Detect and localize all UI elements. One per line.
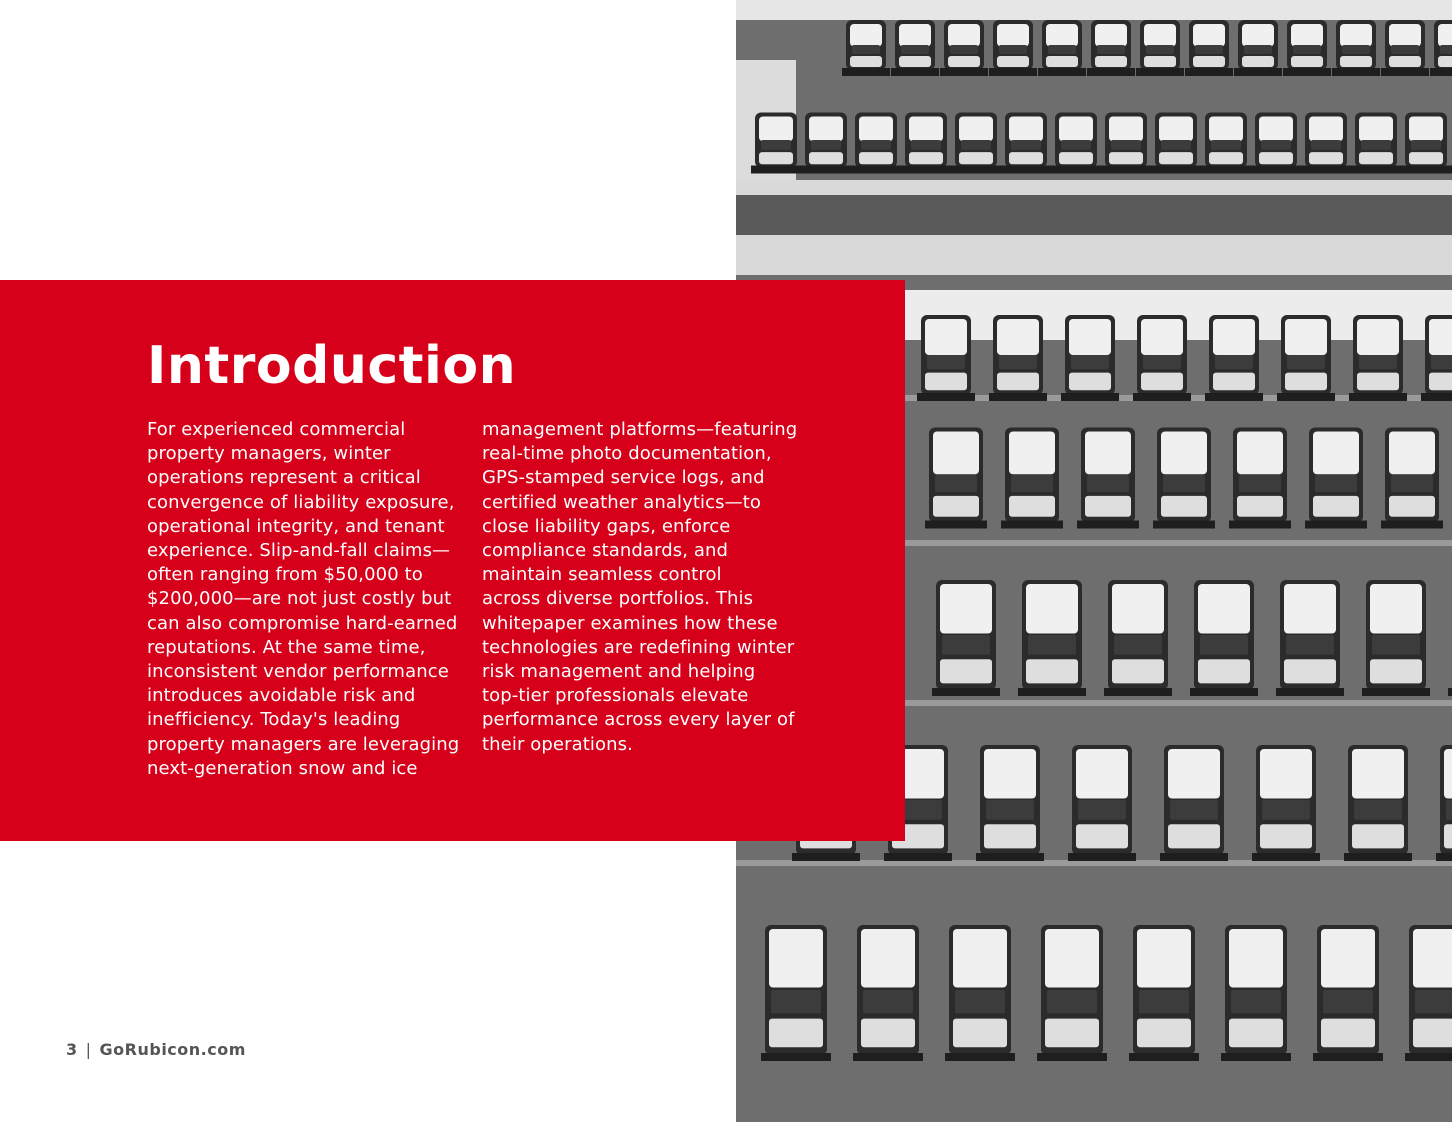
body-line: close liability gaps, enforce bbox=[482, 515, 731, 537]
truck-shape bbox=[801, 113, 851, 174]
truck-shape bbox=[1190, 580, 1258, 696]
truck-shape bbox=[989, 20, 1037, 76]
footer-separator: | bbox=[85, 1040, 92, 1059]
body-line: GPS-stamped service logs, and bbox=[482, 467, 765, 489]
truck-shape bbox=[1001, 428, 1063, 529]
body-line: whitepaper examines how these bbox=[482, 612, 778, 634]
truck-shape bbox=[1018, 580, 1086, 696]
truck-shape bbox=[1160, 745, 1228, 861]
truck-shape bbox=[851, 113, 901, 174]
truck-shape bbox=[976, 745, 1044, 861]
truck-shape bbox=[1185, 20, 1233, 76]
body-line: convergence of liability exposure, bbox=[147, 491, 455, 513]
truck-shape bbox=[1136, 20, 1184, 76]
truck-shape bbox=[1277, 315, 1335, 401]
truck-shape bbox=[1077, 428, 1139, 529]
body-line: real-time photo documentation, bbox=[482, 443, 772, 465]
truck-shape bbox=[1283, 20, 1331, 76]
truck-shape bbox=[925, 428, 987, 529]
truck-shape bbox=[1381, 428, 1443, 529]
truck-shape bbox=[1229, 428, 1291, 529]
truck-shape bbox=[1349, 315, 1407, 401]
body-line: risk management and helping bbox=[482, 661, 756, 683]
body-line: performance across every layer of bbox=[482, 709, 795, 731]
body-line: often ranging from $50,000 to bbox=[147, 564, 423, 586]
truck-shape bbox=[1401, 113, 1451, 174]
truck-shape bbox=[1061, 315, 1119, 401]
body-line: top-tier professionals elevate bbox=[482, 685, 749, 707]
truck-shape bbox=[901, 113, 951, 174]
truck-shape bbox=[842, 20, 890, 76]
intro-column-1 bbox=[147, 418, 467, 781]
body-line: certified weather analytics—to bbox=[482, 491, 762, 513]
body-line: compliance standards, and bbox=[482, 540, 729, 562]
truck-shape bbox=[1129, 925, 1199, 1061]
body-line: $200,000—are not just costly but bbox=[147, 588, 452, 610]
page-title: Introduction bbox=[147, 336, 517, 396]
truck-shape bbox=[1133, 315, 1191, 401]
truck-shape bbox=[1351, 113, 1401, 174]
truck-shape bbox=[940, 20, 988, 76]
page-footer bbox=[66, 1040, 246, 1059]
body-line: next-generation snow and ice bbox=[147, 757, 418, 779]
truck-shape bbox=[1234, 20, 1282, 76]
body-line: technologies are redefining winter bbox=[482, 636, 795, 658]
truck-shape bbox=[1313, 925, 1383, 1061]
body-line: property managers are leveraging bbox=[147, 733, 460, 755]
truck-shape bbox=[1405, 925, 1452, 1061]
body-line: can also compromise hard-earned bbox=[147, 612, 458, 634]
truck-shape bbox=[1201, 113, 1251, 174]
body-line: reputations. At the same time, bbox=[147, 636, 426, 658]
truck-shape bbox=[891, 20, 939, 76]
truck-shape bbox=[1221, 925, 1291, 1061]
truck-shape bbox=[1051, 113, 1101, 174]
body-line: For experienced commercial bbox=[147, 419, 406, 440]
truck-shape bbox=[1381, 20, 1429, 76]
truck-shape bbox=[1104, 580, 1172, 696]
body-line: operations represent a critical bbox=[147, 467, 421, 489]
truck-shape bbox=[1038, 20, 1086, 76]
body-line: experience. Slip-and-fall claims— bbox=[147, 540, 451, 562]
body-line: management platforms—featuring bbox=[482, 419, 798, 440]
body-line: maintain seamless control bbox=[482, 564, 722, 586]
body-line: operational integrity, and tenant bbox=[147, 515, 445, 537]
site-link[interactable]: GoRubicon.com bbox=[99, 1040, 246, 1059]
page-number: 3 bbox=[66, 1040, 78, 1059]
truck-shape bbox=[853, 925, 923, 1061]
truck-shape bbox=[1332, 20, 1380, 76]
truck-shape bbox=[1153, 428, 1215, 529]
truck-shape bbox=[1101, 113, 1151, 174]
truck-shape bbox=[751, 113, 801, 174]
body-line: across diverse portfolios. This bbox=[482, 588, 754, 610]
body-line: property managers, winter bbox=[147, 443, 391, 465]
truck-shape bbox=[1344, 745, 1412, 861]
body-line: inconsistent vendor performance bbox=[147, 661, 449, 683]
truck-shape bbox=[951, 113, 1001, 174]
truck-shape bbox=[1001, 113, 1051, 174]
truck-shape bbox=[1301, 113, 1351, 174]
truck-shape bbox=[1276, 580, 1344, 696]
truck-shape bbox=[1252, 745, 1320, 861]
truck-shape bbox=[1205, 315, 1263, 401]
truck-shape bbox=[917, 315, 975, 401]
truck-shape bbox=[1068, 745, 1136, 861]
truck-shape bbox=[761, 925, 831, 1061]
truck-shape bbox=[1421, 315, 1452, 401]
truck-shape bbox=[1087, 20, 1135, 76]
body-line: introduces avoidable risk and bbox=[147, 685, 416, 707]
truck-shape bbox=[1251, 113, 1301, 174]
truck-shape bbox=[1305, 428, 1367, 529]
body-line: inefficiency. Today's leading bbox=[147, 709, 401, 731]
body-line: their operations. bbox=[482, 733, 633, 755]
truck-shape bbox=[945, 925, 1015, 1061]
truck-shape bbox=[932, 580, 1000, 696]
truck-shape bbox=[1151, 113, 1201, 174]
truck-shape bbox=[1362, 580, 1430, 696]
intro-column-2 bbox=[482, 418, 802, 757]
truck-shape bbox=[1037, 925, 1107, 1061]
truck-shape bbox=[989, 315, 1047, 401]
